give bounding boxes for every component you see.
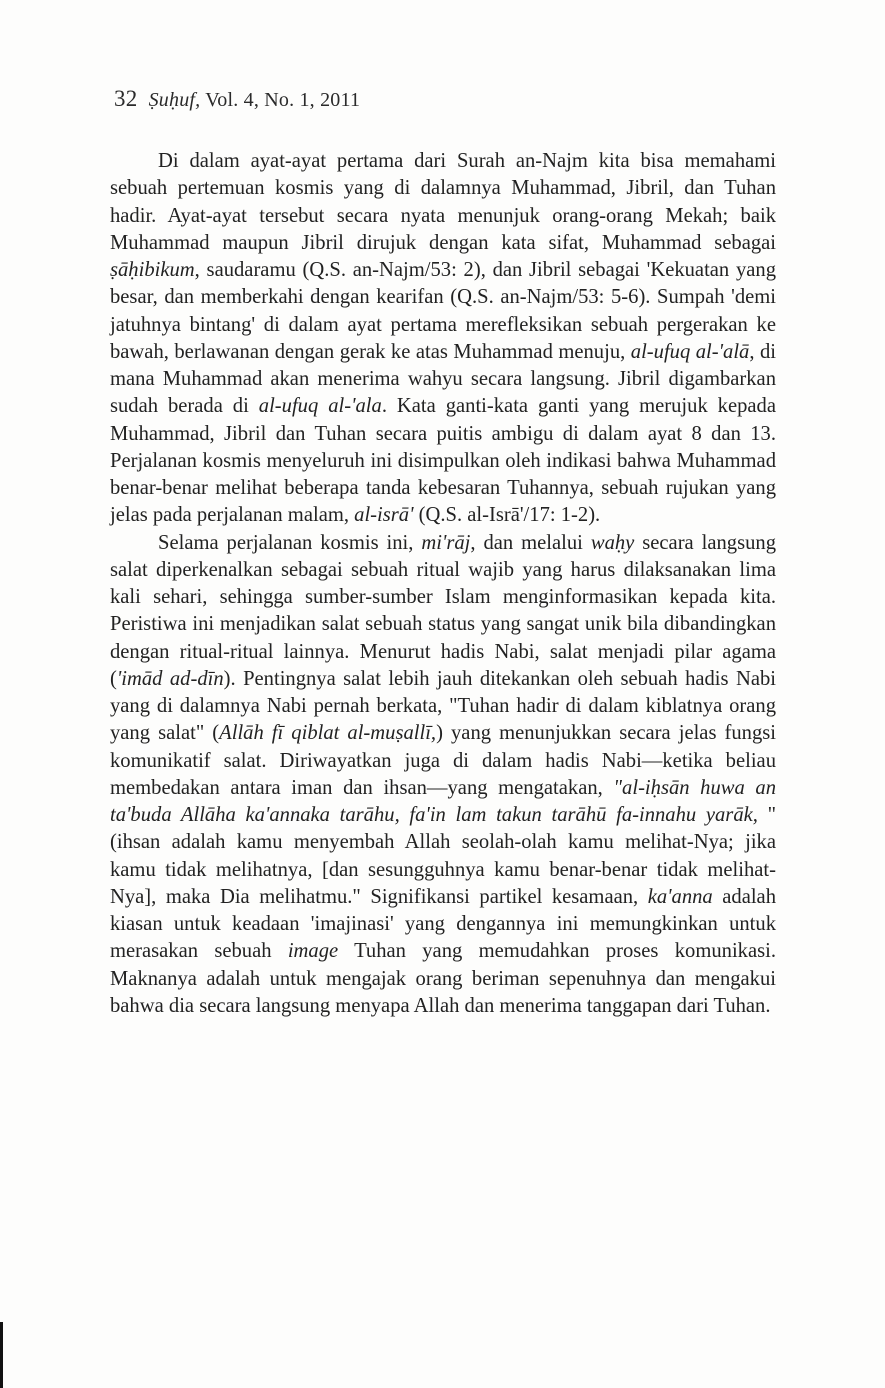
running-head [114,86,360,112]
transliteration: Allāh fī qiblat al-muṣallī, [219,722,437,745]
transliteration: ka'anna [647,885,713,908]
transliteration: mi'rāj [421,531,471,554]
transliteration: waḥy [590,531,635,554]
text-run: , dan melalui [470,531,591,554]
transliteration: ṣāḥibikum [110,259,195,281]
text-run: Tuhan yang memudahkan proses komunikasi. Maknanya adalah untuk mengajak orang beriman sepenuhnya dan mengakui bahwa dia secara langsung menyapa Allah dan menerima tanggapan dari Tuhan. [110,940,776,1017]
text-run: ) yang menunjukkan secara jelas fungsi komunikatif salat. Diriwayatkan juga di dalam hadis Nabi—ketika beliau membedakan antara iman dan ihsan—yang mengatakan, [110,722,776,799]
transliteration: al-isrā' [354,504,414,527]
transliteration: "al-iḥsān huwa an ta'buda Allāha ka'annaka tarāhu, fa'in lam takun tarāhū fa-innahu yarāk, [110,776,776,826]
text-run: Selama perjalanan kosmis ini, [158,531,422,554]
volume-info: Vol. 4, No. 1, 2011 [205,89,361,111]
text-run: Di dalam ayat-ayat pertama dari Surah an-Najm kita bisa memahami sebuah pertemuan kosmis yang di dalamnya Muhammad, Jibril, dan Tuhan hadir. Ayat-ayat tersebut secara nyata menunjuk orang-orang Mekah; baik Muhammad maupun Jibril dirujuk dengan kata sifat, Muhammad sebagai [110,150,776,254]
foreign-term: image [287,940,339,963]
text-run: (Q.S. al-Isrā'/17: 1-2). [413,504,601,527]
text-run: " (ihsan adalah kamu menyembah Allah seolah-olah kamu melihat-Nya; jika kamu tidak melihatnya, [dan sesungguhnya kamu benar-benar tidak melihat-Nya], maka Dia melihatmu." Signifikansi partikel kesamaan, [110,804,777,908]
page-number: 32 [114,86,138,111]
paragraph-2 [110,530,776,1021]
transliteration: al-ufuq al-'alā [630,340,750,363]
journal-title: Ṣuḥuf, [148,89,201,111]
scan-edge-mark [0,1322,3,1388]
text-run: , saudaramu (Q.S. an-Najm/53: 2), dan Jibril sebagai 'Kekuatan yang besar, dan memberkahi dengan kearifan (Q.S. an-Najm/53: 5-6). Sumpah 'demi jatuhnya bintang' di dalam ayat pertama merefleksikan sebuah pergerakan ke bawah, berlawanan dengan gerak ke atas Muhammad menuju, [110,259,776,363]
text-run: . Kata ganti-kata ganti yang merujuk kepada Muhammad, Jibril dan Tuhan secara puitis ambigu di dalam ayat 8 dan 13. Perjalanan kosmis menyeluruh ini disimpulkan oleh indikasi bahwa Muhammad benar-benar melihat beberapa tanda kebesaran Tuhannya, sebuah rujukan yang jelas pada perjalanan malam, [110,395,776,527]
text-run: secara langsung salat diperkenalkan sebagai sebuah ritual wajib yang harus dilaksanakan lima kali sehari, sehingga sumber-sumber Islam menginformasikan kepada kita. Peristiwa ini menjadikan salat sebuah status yang sangat unik bila dibandingkan dengan ritual-ritual lainnya. Menurut hadis Nabi, salat menjadi pilar agama ( [110,531,776,690]
paragraph-1 [110,148,776,530]
text-run: , di mana Muhammad akan menerima wahyu secara langsung. Jibril digambarkan sudah berada di [110,340,776,418]
text-run: ). Pentingnya salat lebih jauh ditekankan oleh sebuah hadis Nabi yang di dalamnya Nabi pernah berkata, "Tuhan hadir di dalam kiblatnya orang yang salat" ( [110,667,776,745]
article-body [110,148,776,1020]
transliteration: 'imād ad-dīn [116,667,224,690]
transliteration: al-ufuq al-'ala [258,395,382,418]
text-run: adalah kiasan untuk keadaan 'imajinasi' yang dengannya ini memungkinkan untuk merasakan sebuah [110,885,776,963]
